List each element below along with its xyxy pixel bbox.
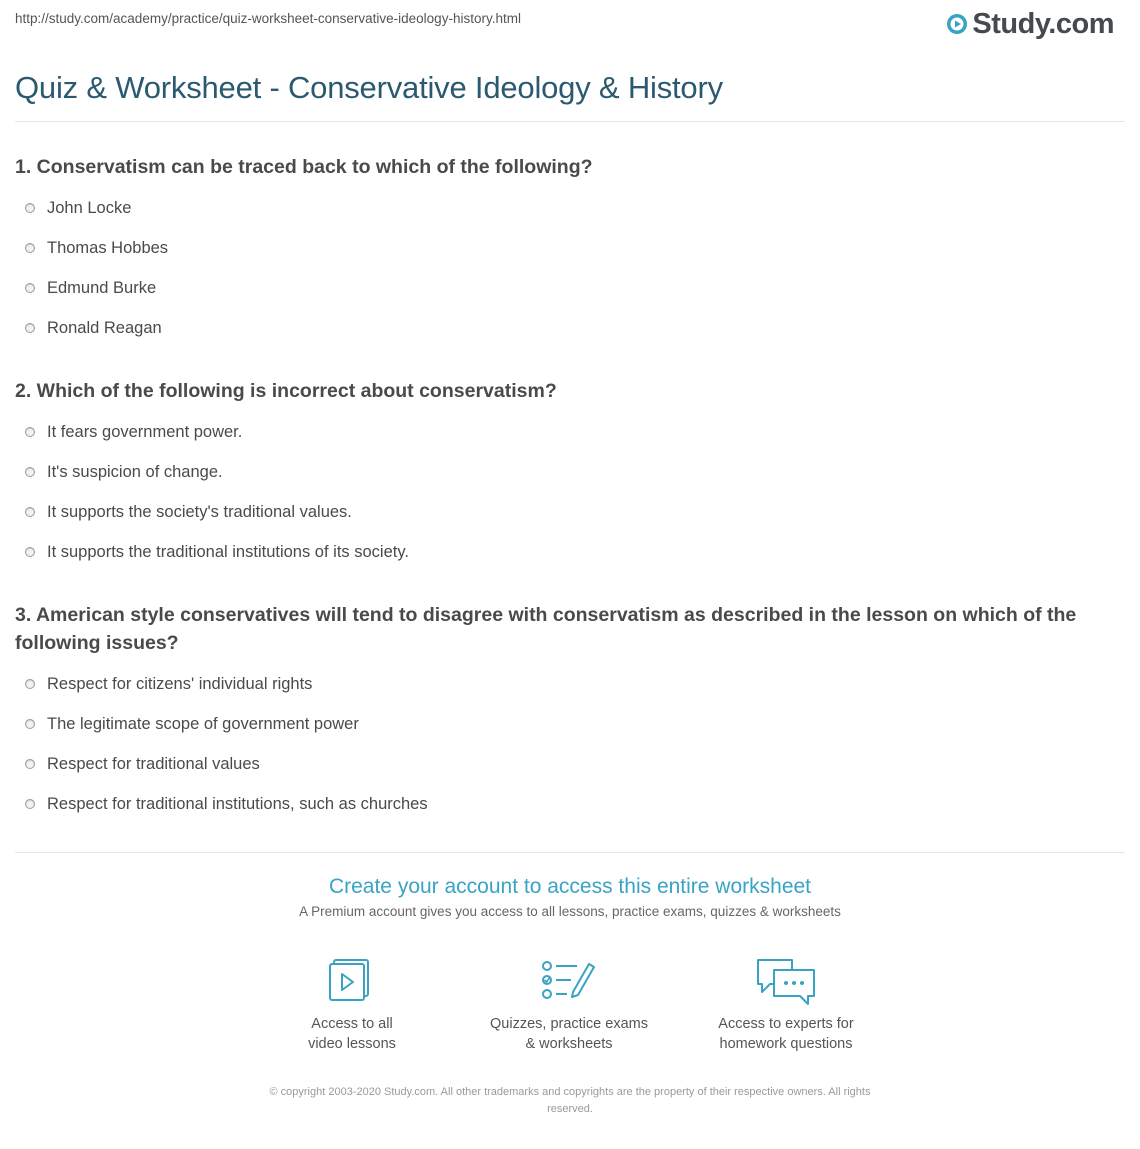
- answer-options: [15, 188, 1115, 348]
- answer-label: Respect for traditional values: [47, 754, 260, 773]
- answer-option[interactable]: [15, 744, 1115, 784]
- feature-video-lessons: [252, 956, 452, 1054]
- feature-experts: [686, 956, 886, 1054]
- answer-option[interactable]: [15, 188, 1115, 228]
- answer-label: Thomas Hobbes: [47, 238, 169, 257]
- answer-option[interactable]: [15, 412, 1115, 452]
- page-url: http://study.com/academy/practice/quiz-worksheet-conservative-ideology-history.html: [15, 11, 521, 26]
- answer-option[interactable]: [15, 704, 1115, 744]
- answer-label: It supports the traditional institutions of its society.: [47, 542, 409, 561]
- answer-label: The legitimate scope of government power: [47, 714, 359, 733]
- feature-label: [686, 1014, 886, 1054]
- feature-label-line: Access to all: [311, 1016, 393, 1032]
- radio-button[interactable]: [25, 719, 35, 729]
- answer-label: Ronald Reagan: [47, 318, 162, 337]
- copyright-notice: [210, 1084, 930, 1118]
- answer-label: It's suspicion of change.: [47, 462, 223, 481]
- radio-button[interactable]: [25, 759, 35, 769]
- radio-button[interactable]: [25, 467, 35, 477]
- chat-bubbles-icon: [754, 956, 818, 1006]
- answer-option[interactable]: [15, 532, 1115, 572]
- question-1: [15, 153, 1115, 348]
- study-logo[interactable]: [946, 6, 1114, 42]
- answer-label: It fears government power.: [47, 422, 243, 441]
- radio-button[interactable]: [25, 679, 35, 689]
- feature-label: [469, 1014, 669, 1054]
- question-3: [15, 601, 1115, 824]
- question-text: 2. Which of the following is incorrect about conservatism?: [15, 380, 557, 402]
- answer-option[interactable]: [15, 268, 1115, 308]
- copyright-line: reserved.: [547, 1103, 593, 1115]
- cta-link[interactable]: Create your account to access this entire worksheet: [328, 875, 812, 898]
- premium-features: [0, 956, 1140, 1066]
- feature-quizzes: [469, 956, 669, 1054]
- radio-button[interactable]: [25, 283, 35, 293]
- feature-label-line: & worksheets: [525, 1036, 613, 1052]
- quiz-checklist-icon: [537, 956, 601, 1006]
- answer-options: [15, 664, 1115, 824]
- radio-button[interactable]: [25, 507, 35, 517]
- answer-option[interactable]: [15, 452, 1115, 492]
- answer-option[interactable]: [15, 492, 1115, 532]
- answer-label: It supports the society's traditional values.: [47, 502, 352, 521]
- radio-button[interactable]: [25, 203, 35, 213]
- question-text: 1. Conservatism can be traced back to which of the following?: [15, 156, 593, 178]
- radio-button[interactable]: [25, 547, 35, 557]
- feature-label-line: homework questions: [719, 1036, 853, 1052]
- top-bar: [0, 0, 1140, 48]
- answer-options: [15, 412, 1115, 572]
- feature-label-line: Access to experts for: [718, 1016, 854, 1032]
- logo-text: Study.com: [972, 7, 1114, 40]
- title-divider: [15, 121, 1125, 122]
- play-logo-icon: [946, 13, 968, 35]
- answer-option[interactable]: [15, 228, 1115, 268]
- answer-option[interactable]: [15, 308, 1115, 348]
- radio-button[interactable]: [25, 323, 35, 333]
- cta-subtitle: A Premium account gives you access to all lessons, practice exams, quizzes & worksheets: [299, 904, 841, 919]
- page-title: Quiz & Worksheet - Conservative Ideology & History: [15, 70, 723, 105]
- answer-label: Respect for citizens' individual rights: [47, 674, 313, 693]
- feature-label: [252, 1014, 452, 1054]
- feature-label-line: video lessons: [308, 1036, 396, 1052]
- signup-cta: [0, 872, 1140, 919]
- question-text: 3. American style conservatives will tend to disagree with conservatism as described in the lesson on which of the following issues?: [15, 604, 1077, 654]
- answer-label: John Locke: [47, 198, 132, 217]
- video-lesson-icon: [320, 956, 384, 1006]
- copyright-line: © copyright 2003-2020 Study.com. All other trademarks and copyrights are the property of their respective owners. All rights: [269, 1086, 871, 1098]
- radio-button[interactable]: [25, 799, 35, 809]
- feature-label-line: Quizzes, practice exams: [490, 1016, 648, 1032]
- answer-label: Edmund Burke: [47, 278, 157, 297]
- answer-label: Respect for traditional institutions, such as churches: [47, 794, 428, 813]
- radio-button[interactable]: [25, 243, 35, 253]
- answer-option[interactable]: [15, 784, 1115, 824]
- answer-option[interactable]: [15, 664, 1115, 704]
- radio-button[interactable]: [25, 427, 35, 437]
- question-2: [15, 377, 1115, 572]
- cta-divider: [15, 852, 1125, 853]
